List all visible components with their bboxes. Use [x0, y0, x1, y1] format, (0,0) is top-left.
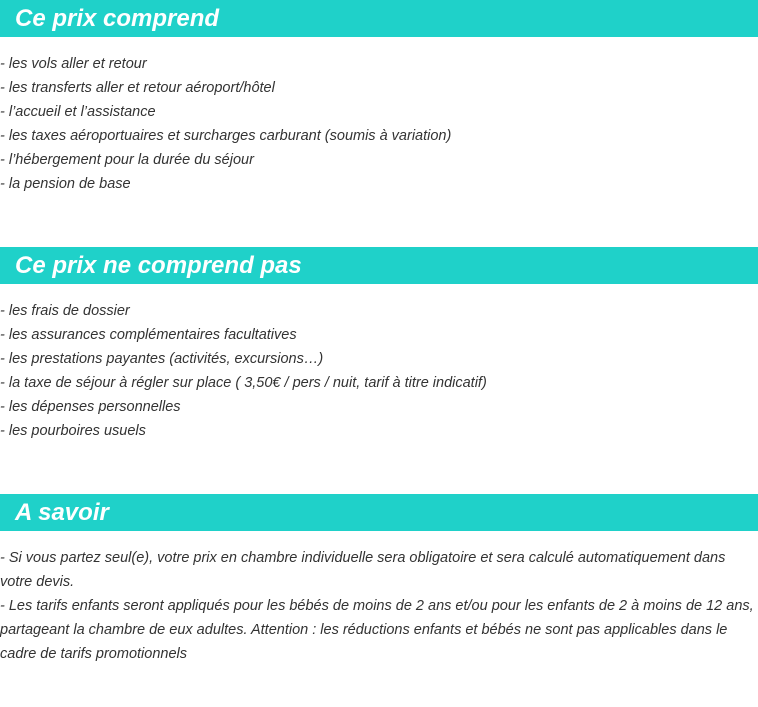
included-item: - les transferts aller et retour aéroport/hôtel [0, 80, 275, 96]
excluded-item: - les prestations payantes (activités, excursions…) [0, 351, 324, 367]
info-item: - Si vous partez seul(e), votre prix en chambre individuelle sera obligatoire et sera calculé automatiquement dans votre devis. [0, 550, 726, 590]
included-section [0, 0, 758, 196]
included-item: - l’hébergement pour la durée du séjour [0, 152, 254, 168]
info-list [0, 531, 758, 666]
excluded-item: - les pourboires usuels [0, 423, 146, 439]
info-item: - Les tarifs enfants seront appliqués pour les bébés de moins de 2 ans et/ou pour les enfants de 2 à moins de 12 ans, partageant la chambre de eux adultes. Attention : les réductions enfants et bébés ne sont pas applicables dans le cadre de tarifs promotionnels [0, 598, 754, 662]
excluded-item: - les frais de dossier [0, 303, 130, 319]
included-item: - la pension de base [0, 176, 131, 192]
excluded-item: - les dépenses personnelles [0, 399, 181, 415]
excluded-section [0, 247, 758, 443]
included-item: - les vols aller et retour [0, 56, 147, 72]
included-list [0, 37, 758, 196]
included-item: - les taxes aéroportuaires et surcharges carburant (soumis à variation) [0, 128, 452, 144]
excluded-title: Ce prix ne comprend pas [0, 247, 758, 284]
info-section [0, 494, 758, 666]
info-title: A savoir [0, 494, 758, 531]
excluded-item: - la taxe de séjour à régler sur place ( 3,50€ / pers / nuit, tarif à titre indicatif) [0, 375, 487, 391]
included-title: Ce prix comprend [0, 0, 758, 37]
included-item: - l’accueil et l’assistance [0, 104, 156, 120]
excluded-item: - les assurances complémentaires facultatives [0, 327, 297, 343]
excluded-list [0, 284, 758, 443]
